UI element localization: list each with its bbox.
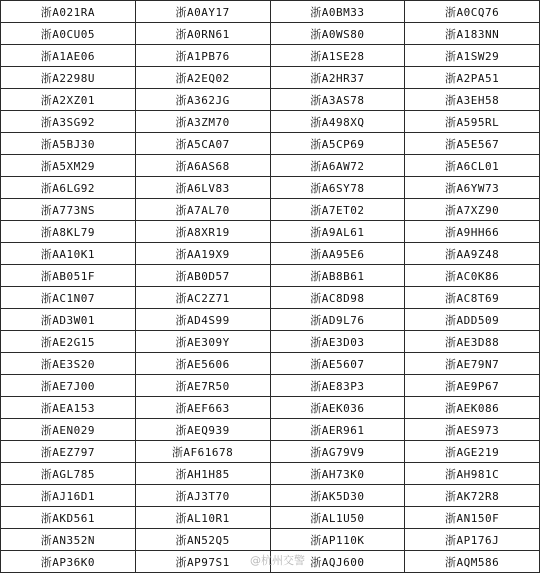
plate-cell: 浙A5CP69 [270,133,405,155]
table-row [1,419,540,441]
plate-cell: 浙A0BM33 [270,1,405,23]
plate-cell: 浙A2PA51 [405,67,540,89]
table-row [1,243,540,265]
plate-cell: 浙AB8B61 [270,265,405,287]
plate-cell: 浙A5CA07 [135,133,270,155]
plate-cell: 浙A6SY78 [270,177,405,199]
plate-cell: 浙AK5D30 [270,485,405,507]
table-row [1,353,540,375]
plate-cell: 浙A2XZ01 [1,89,136,111]
plate-cell: 浙AK72R8 [405,485,540,507]
plate-cell: 浙AC0K86 [405,265,540,287]
plate-cell: 浙AB0D57 [135,265,270,287]
plate-cell: 浙AP176J [405,529,540,551]
plate-cell: 浙AES973 [405,419,540,441]
plate-cell: 浙AN52Q5 [135,529,270,551]
plate-cell: 浙AL1U50 [270,507,405,529]
plate-cell: 浙AEQ939 [135,419,270,441]
table-row [1,155,540,177]
plate-cell: 浙A9HH66 [405,221,540,243]
plate-cell: 浙A3ZM70 [135,111,270,133]
plate-cell: 浙A595RL [405,111,540,133]
plate-cell: 浙AE79N7 [405,353,540,375]
plate-cell: 浙A5XM29 [1,155,136,177]
plate-cell: 浙AA9Z48 [405,243,540,265]
plate-cell: 浙A2HR37 [270,67,405,89]
plate-cell: 浙A6YW73 [405,177,540,199]
plate-cell: 浙A9AL61 [270,221,405,243]
plate-cell: 浙ADD509 [405,309,540,331]
plate-cell: 浙A5BJ30 [1,133,136,155]
plate-cell: 浙A0AY17 [135,1,270,23]
plate-cell: 浙AKD561 [1,507,136,529]
plate-cell: 浙AE5606 [135,353,270,375]
plate-cell: 浙A6AW72 [270,155,405,177]
table-row [1,45,540,67]
plate-cell: 浙AA95E6 [270,243,405,265]
plate-cell: 浙AH1H85 [135,463,270,485]
plate-cell: 浙AE83P3 [270,375,405,397]
plate-cell: 浙A6AS68 [135,155,270,177]
plate-cell: 浙A1SE28 [270,45,405,67]
plate-cell: 浙A021RA [1,1,136,23]
plate-cell: 浙A2298U [1,67,136,89]
plate-cell: 浙A1AE06 [1,45,136,67]
table-row [1,441,540,463]
plate-cell: 浙AG79V9 [270,441,405,463]
plate-cell: 浙A5E567 [405,133,540,155]
plate-cell: 浙AJ3T70 [135,485,270,507]
table-row [1,529,540,551]
plate-cell: 浙AEK036 [270,397,405,419]
table-row [1,199,540,221]
table-row [1,397,540,419]
plate-cell: 浙AL10R1 [135,507,270,529]
plate-cell: 浙A0RN61 [135,23,270,45]
plate-cell: 浙A183NN [405,23,540,45]
plate-cell: 浙AE7R50 [135,375,270,397]
plate-cell: 浙AH981C [405,463,540,485]
plate-cell: 浙AE7J00 [1,375,136,397]
table-row [1,89,540,111]
table-row [1,133,540,155]
plate-cell: 浙AP36K0 [1,551,136,573]
plate-cell: 浙AQJ600 [270,551,405,573]
plate-cell: 浙AE9P67 [405,375,540,397]
plate-cell: 浙A8KL79 [1,221,136,243]
plate-cell: 浙AGE219 [405,441,540,463]
plate-cell: 浙AEF663 [135,397,270,419]
plate-cell: 浙AH73K0 [270,463,405,485]
plate-cell: 浙AE3D03 [270,331,405,353]
table-row [1,331,540,353]
table-row [1,221,540,243]
table-row [1,111,540,133]
plate-cell: 浙A1SW29 [405,45,540,67]
plate-cell: 浙A7XZ90 [405,199,540,221]
plate-cell: 浙A0CU05 [1,23,136,45]
table-row [1,1,540,23]
table-row [1,485,540,507]
table-row [1,287,540,309]
plate-cell: 浙A7AL70 [135,199,270,221]
plate-cell: 浙AEZ797 [1,441,136,463]
plate-cell: 浙AC2Z71 [135,287,270,309]
plate-cell: 浙A2EQ02 [135,67,270,89]
plate-cell: 浙AD9L76 [270,309,405,331]
table-row [1,309,540,331]
plate-cell: 浙A1PB76 [135,45,270,67]
plate-cell: 浙AE3D88 [405,331,540,353]
table-row [1,23,540,45]
plate-cell: 浙A6CL01 [405,155,540,177]
plate-cell: 浙A0WS80 [270,23,405,45]
plate-cell: 浙AER961 [270,419,405,441]
plate-cell: 浙A498XQ [270,111,405,133]
table-row [1,265,540,287]
plate-cell: 浙AE309Y [135,331,270,353]
plate-cell: 浙AGL785 [1,463,136,485]
plate-table-body [1,1,540,573]
plate-cell: 浙AEN029 [1,419,136,441]
plate-cell: 浙AF61678 [135,441,270,463]
plate-cell: 浙AN352N [1,529,136,551]
plate-cell: 浙AA10K1 [1,243,136,265]
plate-cell: 浙A0CQ76 [405,1,540,23]
plate-cell: 浙A7ET02 [270,199,405,221]
plate-cell: 浙AC8D98 [270,287,405,309]
plate-cell: 浙AC1N07 [1,287,136,309]
plate-cell: 浙AN150F [405,507,540,529]
table-row [1,67,540,89]
plate-cell: 浙AEA153 [1,397,136,419]
plate-cell: 浙AD4S99 [135,309,270,331]
table-row [1,463,540,485]
plate-cell: 浙AP110K [270,529,405,551]
plate-cell: 浙A3EH58 [405,89,540,111]
table-row [1,375,540,397]
plate-cell: 浙AB051F [1,265,136,287]
plate-cell: 浙A8XR19 [135,221,270,243]
plate-cell: 浙A773NS [1,199,136,221]
table-row [1,507,540,529]
plate-cell: 浙A3AS78 [270,89,405,111]
table-row [1,177,540,199]
plate-cell: 浙AP97S1 [135,551,270,573]
plate-cell: 浙AE5607 [270,353,405,375]
plate-cell: 浙AD3W01 [1,309,136,331]
plate-cell: 浙A362JG [135,89,270,111]
plate-cell: 浙A6LG92 [1,177,136,199]
plate-cell: 浙AE2G15 [1,331,136,353]
plate-cell: 浙AJ16D1 [1,485,136,507]
plate-cell: 浙A6LV83 [135,177,270,199]
plate-cell: 浙AE3S20 [1,353,136,375]
plate-cell: 浙A3SG92 [1,111,136,133]
plate-cell: 浙AC8T69 [405,287,540,309]
plate-cell: 浙AEK086 [405,397,540,419]
watermark: @杭州交警 [250,554,305,567]
plate-cell: 浙AA19X9 [135,243,270,265]
plate-cell: 浙AQM586 [405,551,540,573]
